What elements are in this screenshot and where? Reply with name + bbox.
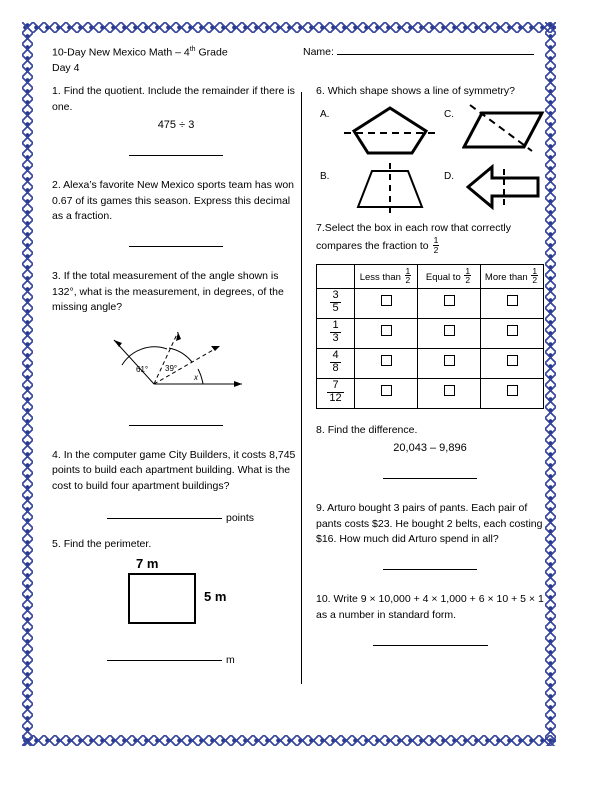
pentagon-with-horizontal-line-icon [342,103,438,157]
question-2 [52,178,300,255]
row-fraction-7-12: $\frac{7}{12}$ [329,379,342,404]
column-header-less-than [355,264,418,288]
checkbox-cell[interactable] [481,288,544,318]
question-3-answer-area [52,418,300,434]
ray-upper-right-dashed [154,346,220,384]
arrowhead-upper-right [211,346,220,351]
checkbox[interactable] [444,325,455,336]
rectangle-shape [128,573,196,624]
checkbox[interactable] [507,385,518,396]
angle-diagram [52,322,300,404]
question-2-answer-area [52,240,300,256]
border-top-edge [22,22,556,33]
choice-a-shape[interactable] [342,103,438,163]
title-line-1 [52,42,228,61]
reference-fraction-denominator: 2 [433,244,439,255]
question-1 [52,84,300,164]
question-9-answer-area [316,563,544,579]
worksheet-header [44,42,544,84]
checkbox-cell[interactable] [481,348,544,378]
border-bottom-edge [22,735,556,746]
question-3-text: If the total measurement of the angle shown is 132°, what is the measurement, in degrees, of the missing angle? [52,270,284,313]
choice-d-letter: D. [444,170,454,182]
checkbox-cell[interactable] [418,288,481,318]
question-3 [52,269,300,434]
reference-fraction [433,236,440,254]
question-7-text: Select the box in each row that correctly compares the fraction to [316,221,511,253]
question-10-number: 10. [316,593,331,606]
question-9 [316,501,544,578]
checkbox-cell[interactable] [355,348,418,378]
question-4 [52,448,300,527]
table-row [317,318,544,348]
row-fraction-1-3: $\frac{1}{3}$ [332,319,339,344]
question-6 [316,84,544,215]
question-8-text: Find the difference. [327,423,418,436]
checkbox[interactable] [381,355,392,366]
row-fraction-4-8: $\frac{4}{8}$ [332,349,339,374]
reference-fraction-numerator: 1 [433,235,439,245]
left-arrow-with-vertical-line-icon [466,163,542,211]
question-10 [316,592,544,654]
parallelogram-with-diagonal-line-icon [462,103,546,155]
title-ordinal-suffix: th [189,46,196,53]
question-7 [316,221,544,409]
checkbox-cell[interactable] [481,318,544,348]
rectangle-right-label: 5 m [204,589,227,604]
checkbox-cell[interactable] [355,288,418,318]
fraction-comparison-table [316,264,544,409]
choice-c-shape[interactable] [462,103,546,161]
question-4-number: 4. [52,448,61,461]
question-2-text: Alexa’s favorite New Mexico sports team has won 0.67 of its games this season. Express this decimal as a fraction. [52,179,295,222]
rectangle-top-label: 7 m [136,556,159,571]
angle-label-x: x [194,372,198,382]
answer-line[interactable] [107,518,222,519]
arc-x [198,369,203,384]
question-1-number: 1. [52,85,61,97]
checkbox-cell[interactable] [481,378,544,408]
angle-label-39: 39° [165,363,178,373]
question-10-answer-area [316,638,544,654]
border-right-edge [545,22,556,746]
checkbox[interactable] [507,355,518,366]
table-header-row [317,264,544,288]
row-fraction-cell [317,288,355,318]
left-column [52,84,300,669]
question-8-number: 8. [316,423,325,436]
worksheet-content [44,42,544,726]
table-corner-cell [317,264,355,288]
name-label: Name: [303,46,334,58]
checkbox[interactable] [381,295,392,306]
column-header-less-than-label: Less than [359,271,404,283]
row-fraction-3-5: $\frac{3}{5}$ [332,289,339,314]
question-5-text: Find the perimeter. [63,537,152,550]
column-header-equal-to [418,264,481,288]
question-4-unit: points [226,512,255,524]
question-6-number: 6. [316,85,325,97]
column-header-equal-to-label: Equal to [425,271,464,283]
column-header-less-than-fraction: $\frac{1}{2}$ [405,265,411,286]
question-1-answer-area [52,149,300,165]
answer-line[interactable] [129,425,223,426]
column-header-more-than [481,264,544,288]
question-8-expression: 20,043 – 9,896 [393,442,467,455]
answer-line[interactable] [129,155,223,156]
row-fraction-cell [317,318,355,348]
checkbox-cell[interactable] [355,318,418,348]
arrowhead-horizontal [234,381,242,387]
border-left-edge [22,22,33,746]
question-10-text: Write 9 × 10,000 + 4 × 1,000 + 6 × 10 + 5 × 1 as a number in standard form. [316,593,544,621]
question-2-number: 2. [52,179,61,191]
question-9-text: Arturo bought 3 pairs of pants. Each pair of pants costs $23. He bought 2 belts, each costing $16. How much did Arturo spend in all? [316,502,543,546]
question-3-number: 3. [52,270,61,282]
answer-line[interactable] [129,246,223,247]
rectangle-diagram [52,556,300,636]
name-input-line[interactable] [337,44,534,55]
choice-b-letter: B. [320,170,330,182]
question-5-unit: m [226,654,235,666]
column-divider [301,92,302,684]
question-7-number: 7. [316,221,325,234]
arc-39 [169,348,192,362]
angle-label-61: 61° [136,364,149,374]
checkbox[interactable] [444,385,455,396]
answer-line[interactable] [107,660,222,661]
arrowhead-upper-left [114,340,122,347]
checkbox[interactable] [444,355,455,366]
symmetry-choices [316,103,544,215]
title-text-post: Grade [195,46,228,59]
title-text-pre: 10-Day New Mexico Math – 4 [52,46,190,59]
row-fraction-cell [317,378,355,408]
choice-c-letter: C. [444,108,454,120]
arrowhead-vertical [176,332,181,341]
angle-diagram-svg [106,322,246,398]
page-title [52,42,228,76]
question-9-number: 9. [316,502,325,515]
trapezoid-with-vertical-line-icon [346,161,434,215]
question-5-answer-area [52,653,300,669]
checkbox[interactable] [444,295,455,306]
choice-a-letter: A. [320,108,330,120]
ray-upper-left [114,340,154,384]
checkbox[interactable] [381,325,392,336]
checkbox-cell[interactable] [418,318,481,348]
column-header-more-than-fraction: $\frac{1}{2}$ [532,265,538,286]
two-column-body [44,84,544,714]
column-header-more-than-label: More than [484,271,531,283]
question-8 [316,423,544,488]
question-4-answer-area [52,511,300,527]
row-fraction-cell [317,348,355,378]
checkbox[interactable] [507,325,518,336]
checkbox[interactable] [507,295,518,306]
question-8-answer-area [316,472,544,488]
answer-line[interactable] [383,478,477,479]
table-row [317,288,544,318]
checkbox-cell[interactable] [355,378,418,408]
checkbox[interactable] [381,385,392,396]
name-field-group [303,44,534,58]
title-line-2: Day 4 [52,61,80,74]
choice-b-shape[interactable] [346,161,434,221]
question-1-expression: 475 ÷ 3 [157,119,195,131]
question-4-text: In the computer game City Builders, it costs 8,745 points to build each apartment building. What is the cost to build four apartment buildings? [52,448,296,492]
choice-d-shape[interactable] [466,163,542,217]
answer-line[interactable] [383,569,477,570]
checkbox-cell[interactable] [418,378,481,408]
column-header-equal-to-fraction: $\frac{1}{2}$ [465,265,471,286]
question-5 [52,537,300,669]
table-row [317,378,544,408]
table-row [317,348,544,378]
answer-line[interactable] [373,645,488,646]
checkbox-cell[interactable] [418,348,481,378]
question-5-number: 5. [52,537,61,550]
question-1-text: Find the quotient. Include the remainder if there is one. [52,85,295,113]
right-column [316,84,544,654]
ray-vertical-dashed [154,332,178,384]
question-6-text: Which shape shows a line of symmetry? [327,85,516,97]
